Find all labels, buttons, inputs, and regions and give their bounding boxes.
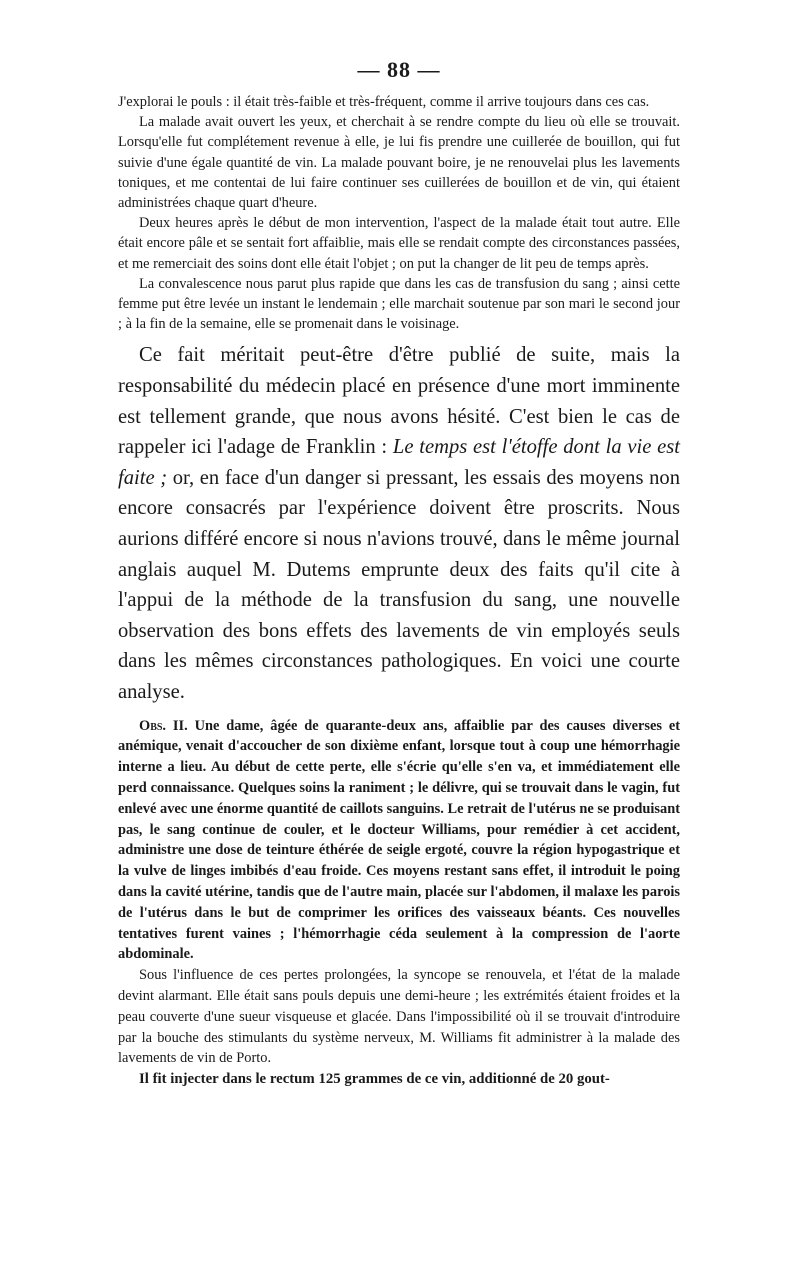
page-number: — 88 — <box>357 57 441 82</box>
commentary-text-after: or, en face d'un danger si pressant, les essais des moyens non encore consacrés par l'expérience doivent être proscrits. Nous aurions différé encore si nous n'avions trouvé, dans le même journal anglais auquel M. Dutems emprunte deux des faits qu'il cite à l'appui de la méthode de la transfusion du sang, une nouvelle observation des bons effets des lavements de vin employés seuls dans les mêmes circonstances pathologiques. En voici une courte analyse. <box>118 466 680 703</box>
paragraph-two-hours: Deux heures après le début de mon intervention, l'aspect de la malade était tout autre. Elle était encore pâle et se sentait fort affaiblie, mais elle se rendait compte des circonstances passées, et me remerciait des soins dont elle était l'objet ; on put la changer de lit peu de temps après. <box>118 215 680 272</box>
paragraph-eyes-opened: La malade avait ouvert les yeux, et cherchait à se rendre compte du lieu où elle se trouvait. Lorsqu'elle fut complétement revenue à elle, je lui fis prendre une cuillerée de bouillon, qui fut suivie d'une égale quantité de vin. La malade pouvant boire, je ne renouvelai plus les lavements toniques, et me contentai de lui faire continuer ses cuillerées de bouillon et de vin, qui étaient administrées chaque quart d'heure. <box>118 114 680 212</box>
observation-second-paragraph: Sous l'influence de ces pertes prolongées, la syncope se renouvela, et l'état de la malade devint alarmant. Elle était sans pouls depuis une demi-heure ; les extrémités étaient froides et la peau couverte d'une sueur visqueuse et glacée. Dans l'impossibilité où il se trouvait d'introduire par la bouche des stimulants du système nerveux, M. Williams fit administrer à la malade des lavements de vin de Porto. <box>118 967 680 1067</box>
franklin-quote: Le temps est l'étoffe dont la vie est faite ; <box>118 436 680 489</box>
observation-last-line: Il fit injecter dans le rectum 125 grammes de ce vin, additionné de 20 gout- <box>139 1071 610 1088</box>
observation-text: Une dame, âgée de quarante-deux ans, affaiblie par des causes diverses et anémique, venait d'accoucher de son dixième enfant, lorsque tout à coup une hémorrhagie interne a lieu. Au début de cette perte, elle s'écrie qu'elle s'en va, et immédiatement elle perd connaissance. Quelques soins la raniment ; le délivre, qui se trouvait dans le vagin, fut enlevé avec une énorme quantité de caillots sanguins. Le retrait de l'utérus ne se produisant pas, le sang continue de couler, et le docteur Williams, pour remédier à cet accident, administre une dose de teinture éthérée de seigle ergoté, couvre la région hypogastrique et la vulve de linges imbibés d'eau froide. Ces moyens restant sans effet, il introduit le poing dans la cavité utérine, tandis que de l'autre main, placée sur l'abdomen, il malaxe les parois de l'utérus dans le but de comprimer les orifices des vaisseaux béants. Ces nouvelles tentatives furent vaines ; l'hémorrhagie céda seulement à la compression de l'aorte abdominale. <box>118 717 680 963</box>
observation-paragraph <box>118 716 680 966</box>
page <box>118 56 680 1090</box>
paragraph-convalescence: La convalescence nous parut plus rapide que dans les cas de transfusion du sang ; ainsi cette femme put être levée un instant le lendemain ; elle marchait soutenue par son mari le second jour ; à la fin de la semaine, elle se promenait dans le voisinage. <box>118 275 680 333</box>
paragraph-pulse: J'explorai le pouls : il était très-faible et très-fréquent, comme il arrive toujours dans ces cas. <box>118 94 650 110</box>
commentary-text-before: Ce fait méritait peut-être d'être publié de suite, mais la responsabilité du médecin placé en présence d'une mort imminente est tellement grande, que nous avons hésité. C'est bien le cas de rappeler ici l'adage de Franklin : <box>118 344 680 459</box>
paragraph-commentary <box>118 340 680 707</box>
observation-label: Obs. II. <box>139 717 188 734</box>
